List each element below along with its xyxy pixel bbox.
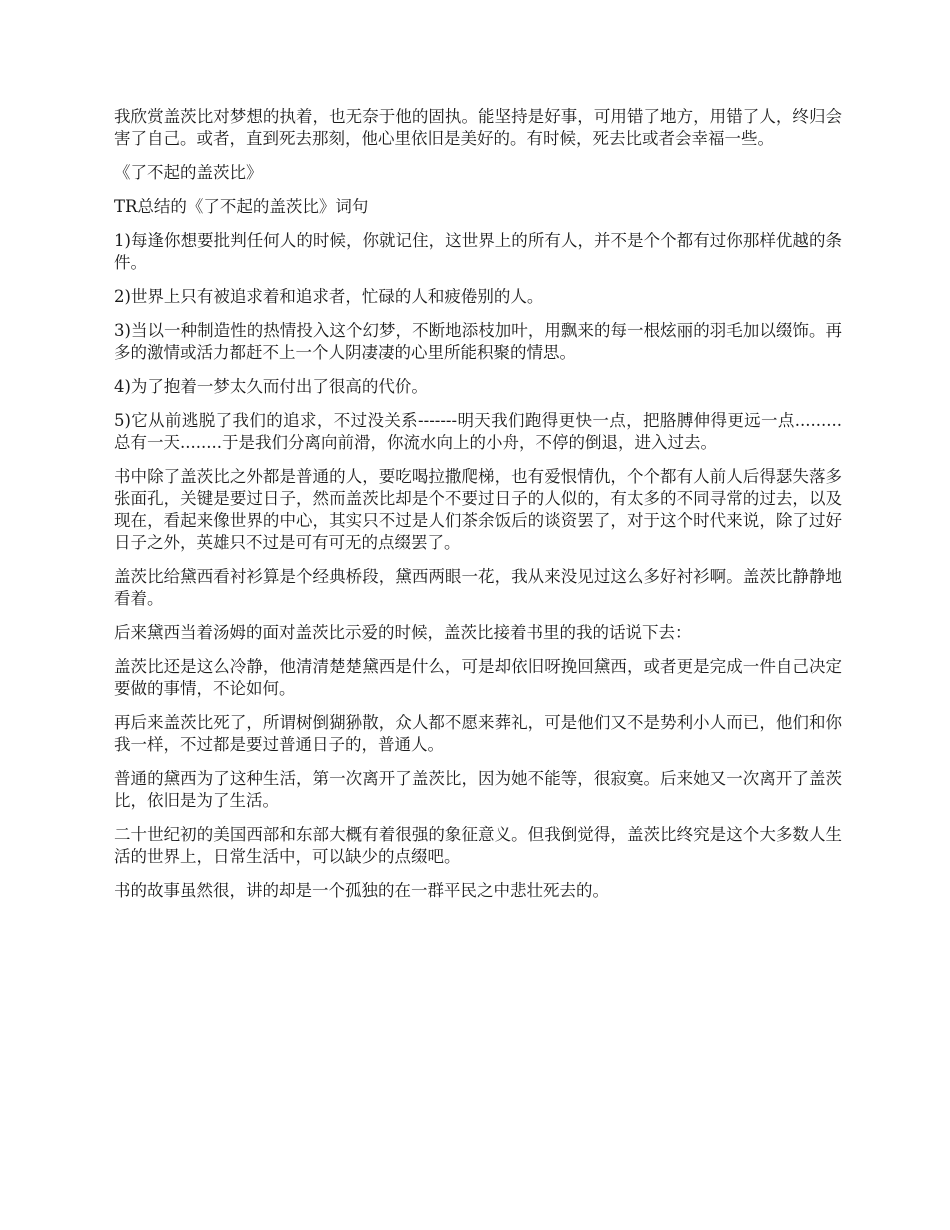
paragraph-death: 再后来盖茨比死了，所谓树倒猢狲散，众人都不愿来葬礼，可是他们又不是势利小人而已，他们和你我一样，不过都是要过普通日子的，普通人。 bbox=[114, 713, 842, 754]
quote-1: 1)每逢你想要批判任何人的时候，你就记住，这世界上的所有人，并不是个个都有过你那样优越的条件。 bbox=[114, 231, 842, 272]
paragraph-intro: 我欣赏盖茨比对梦想的执着，也无奈于他的固执。能坚持是好事，可用错了地方，用错了人，终归会害了自己。或者，直到死去那刻，他心里依旧是美好的。有时候，死去比或者会幸福一些。 bbox=[114, 107, 842, 148]
paragraph-confession: 后来黛西当着汤姆的面对盖茨比示爱的时候，盖茨比接着书里的我的话说下去： bbox=[114, 623, 692, 642]
quote-5: 5)它从前逃脱了我们的追求，不过没关系-------明天我们跑得更快一点，把胳膊伸得更远一点.........总有一天........于是我们分离向前滑，你流水向上的小舟，不停的倒退，进入过去。 bbox=[114, 411, 842, 452]
paragraph-closing: 书的故事虽然很，讲的却是一个孤独的在一群平民之中悲壮死去的。 bbox=[114, 881, 609, 900]
paragraph-symbolism: 二十世纪初的美国西部和东部大概有着很强的象征意义。但我倒觉得，盖茨比终究是这个大多数人生活的世界上，日常生活中，可以缺少的点缀吧。 bbox=[114, 825, 842, 866]
paragraph-daisy: 普通的黛西为了这种生活，第一次离开了盖茨比，因为她不能等，很寂寞。后来她又一次离开了盖茨比，依旧是为了生活。 bbox=[114, 769, 842, 810]
paragraph-calm: 盖茨比还是这么冷静，他清清楚楚黛西是什么，可是却依旧呀挽回黛西，或者更是完成一件自己决定要做的事情，不论如何。 bbox=[114, 657, 842, 698]
document-body bbox=[114, 106, 842, 914]
paragraph-shirts: 盖茨比给黛西看衬衫算是个经典桥段，黛西两眼一花，我从来没见过这么多好衬衫啊。盖茨比静静地看着。 bbox=[114, 567, 842, 608]
book-title: 《了不起的盖茨比》 bbox=[114, 163, 263, 182]
paragraph-ordinary-people: 书中除了盖茨比之外都是普通的人，要吃喝拉撒爬梯，也有爱恨情仇，个个都有人前人后得瑟失落多张面孔，关键是要过日子，然而盖茨比却是个不要过日子的人似的，有太多的不同寻常的过去，以及现在，看起来像世界的中心，其实只不过是人们茶余饭后的谈资罢了，对于这个时代来说，除了过好日子之外，英雄只不过是可有可无的点缀罢了。 bbox=[114, 467, 842, 552]
quote-3: 3)当以一种制造性的热情投入这个幻梦，不断地添枝加叶，用飘来的每一根炫丽的羽毛加以缀饰。再多的激情或活力都赶不上一个人阴凄凄的心里所能积聚的情思。 bbox=[114, 321, 842, 362]
quote-4: 4)为了抱着一梦太久而付出了很高的代价。 bbox=[114, 377, 428, 396]
section-heading: TR总结的《了不起的盖茨比》词句 bbox=[114, 197, 369, 216]
quote-2: 2)世界上只有被追求着和追求者，忙碌的人和疲倦别的人。 bbox=[114, 287, 544, 306]
